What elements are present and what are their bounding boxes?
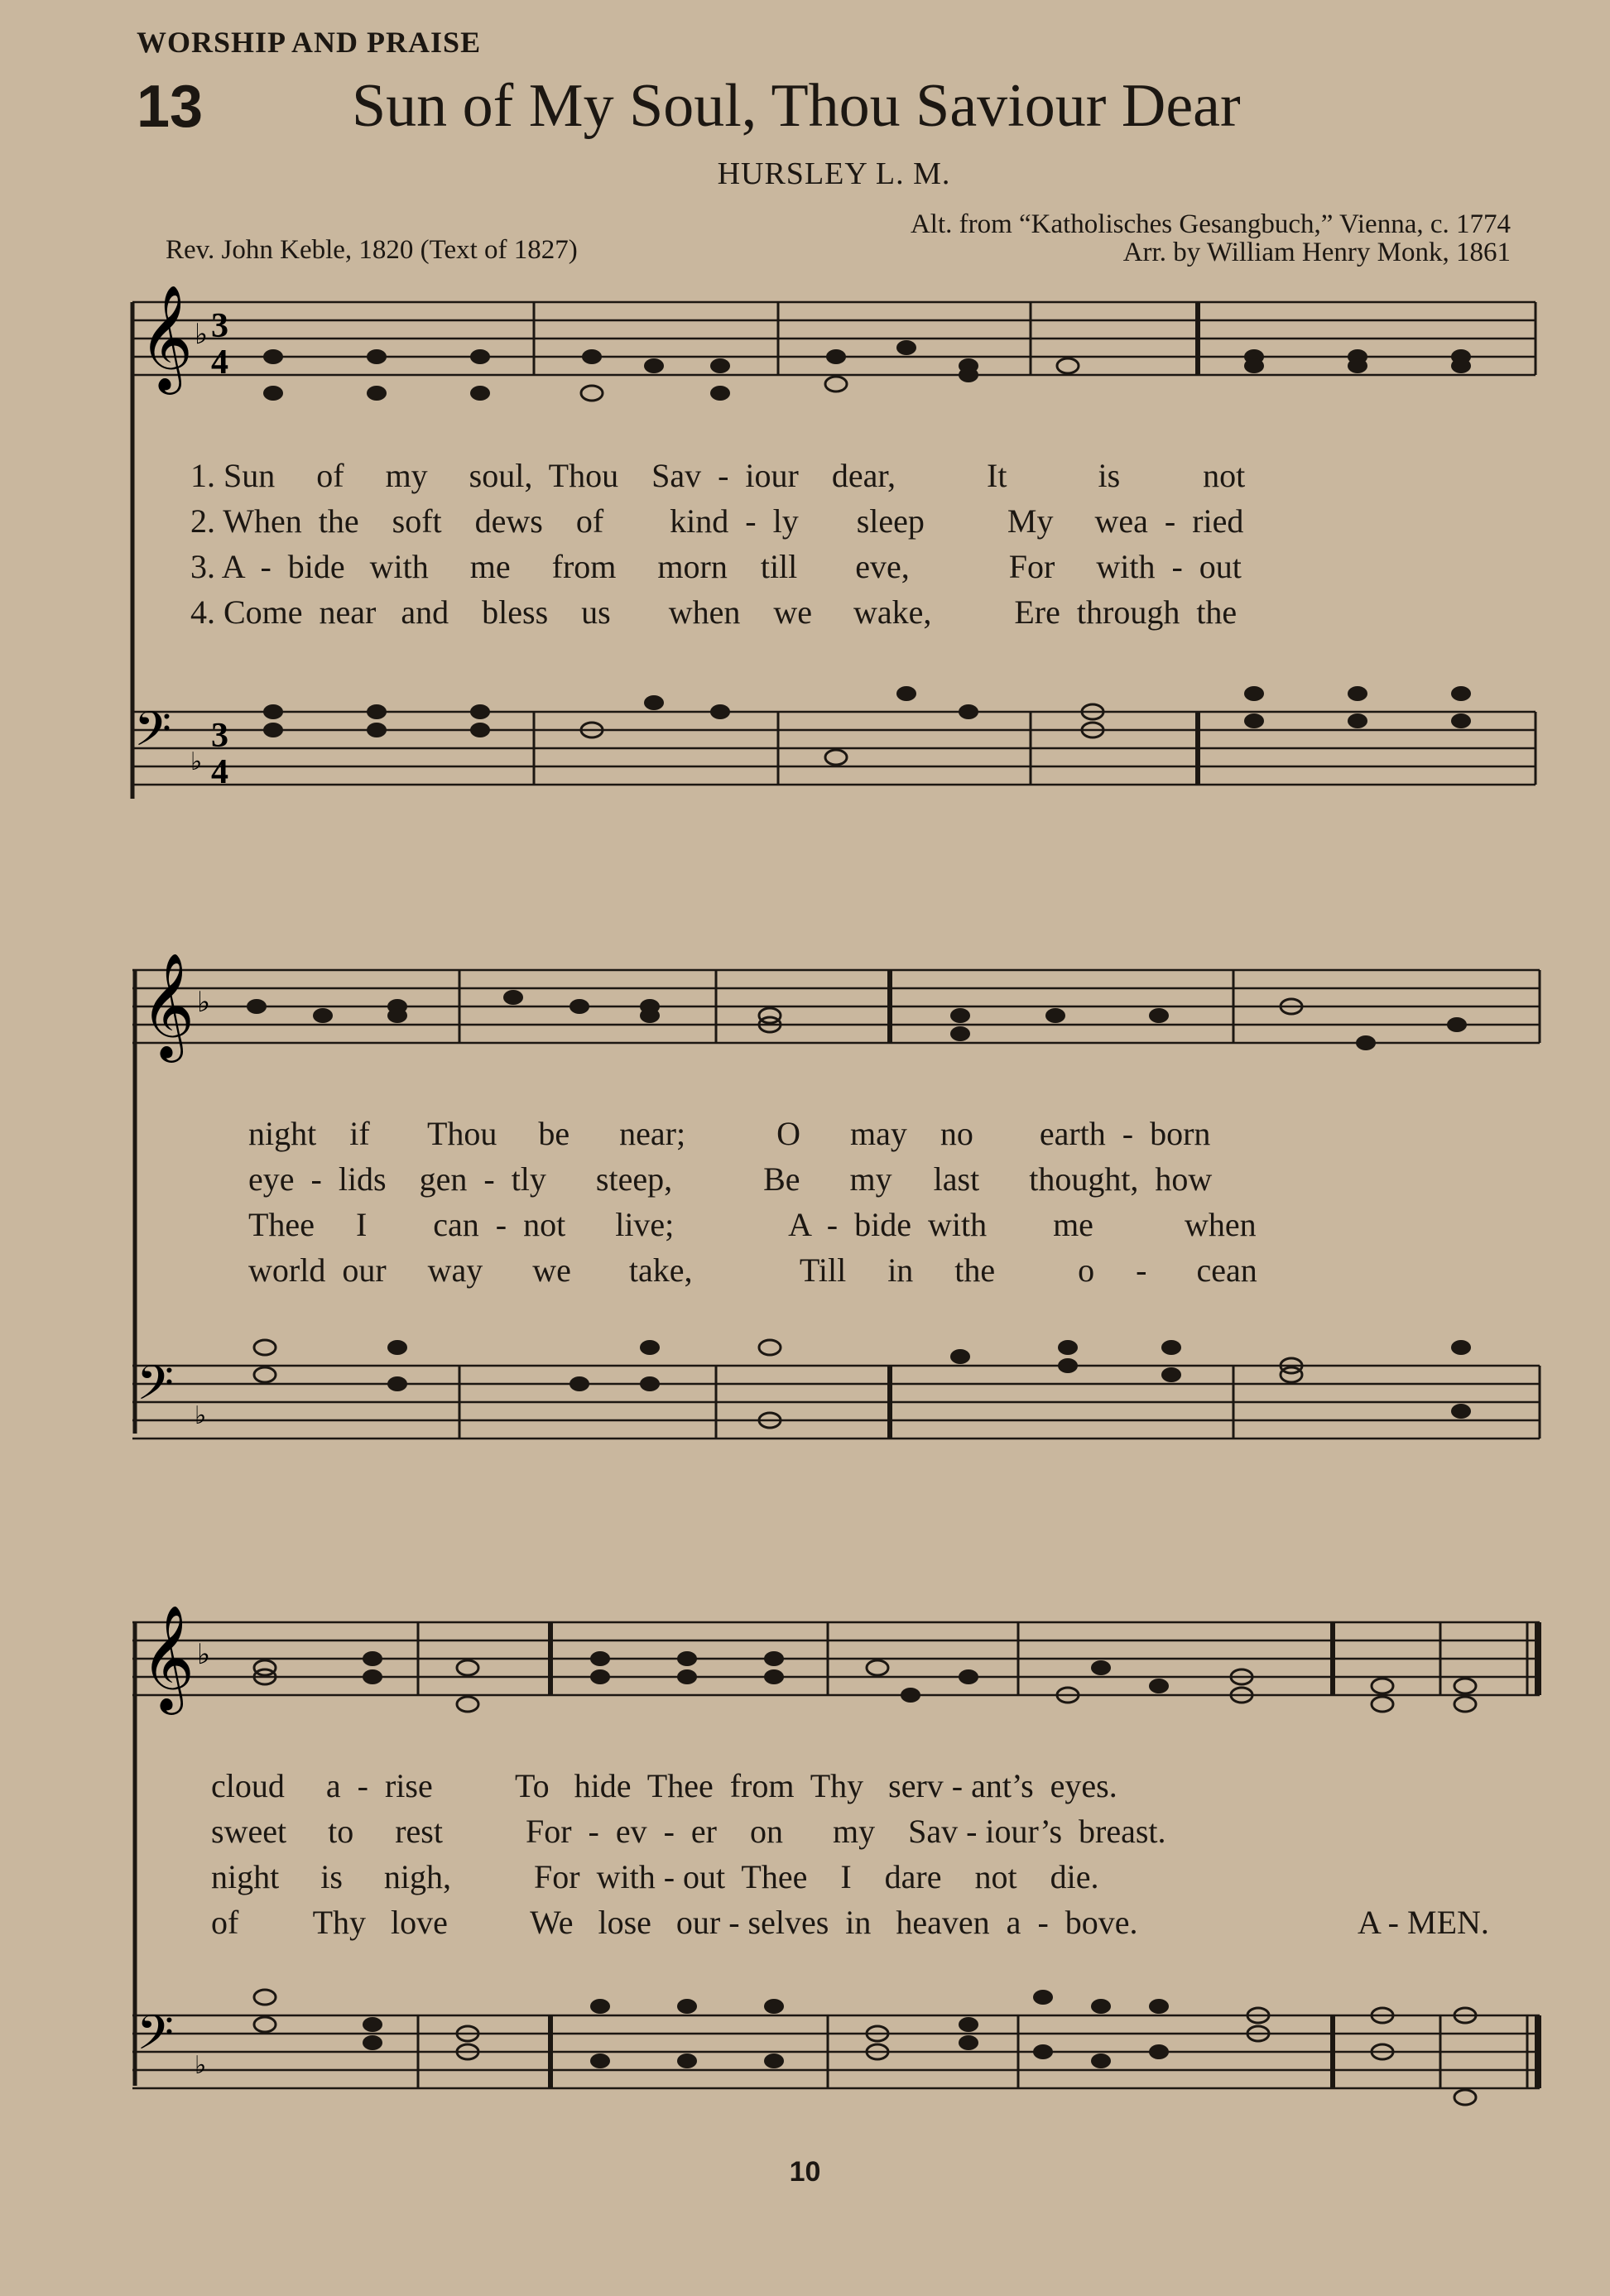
hymn-title: Sun of My Soul, Thou Saviour Dear (352, 72, 1241, 140)
notes-treble-2 (247, 990, 1467, 1050)
time-signature-bottom: 4 (211, 753, 228, 791)
hymn-number: 13 (137, 74, 204, 140)
treble-staff-system-3 (0, 1604, 1610, 1722)
flat-key-signature: ♭ (190, 747, 203, 776)
treble-staff-system-1 (0, 284, 1610, 401)
notes-bass-3 (363, 1990, 1169, 2068)
flat-key-signature: ♭ (197, 1638, 211, 1671)
verse-3-line: 3. A - bide with me from morn till eve, For with - out (190, 548, 1242, 585)
staff-lines (132, 712, 1536, 785)
verse-1-line: night if Thou be near; O may no earth - born (248, 1115, 1211, 1152)
lyrics-system-3 (211, 1763, 1552, 1945)
treble-clef: 𝄞 (141, 952, 195, 1058)
time-signature-top: 3 (211, 717, 228, 755)
lyrics-system-2 (248, 1111, 1589, 1293)
lyrics-system-1 (190, 453, 1531, 635)
staff-lines (132, 1622, 1540, 1695)
verse-3-line: night is nigh, For with - out Thee I dare not die. (211, 1858, 1099, 1895)
verse-4-line: 4. Come near and bless us when we wake, Ere through the (190, 593, 1238, 631)
verse-2-line: 2. When the soft dews of kind - ly sleep My wea - ried (190, 502, 1244, 540)
notes-bass-2 (387, 1340, 1471, 1419)
verse-4-line: of Thy love We lose our - selves in heaven a - bove. (211, 1904, 1138, 1941)
treble-staff-system-2 (0, 952, 1610, 1069)
bass-clef: 𝄢 (134, 701, 172, 769)
verse-1-line: 1. Sun of my soul, Thou Sav - iour dear, It is not (190, 457, 1246, 494)
staff-lines (132, 2015, 1540, 2088)
verse-3-line: Thee I can - not live; A - bide with me when (248, 1206, 1257, 1243)
bass-clef: 𝄢 (137, 1355, 175, 1423)
music-credits (911, 210, 1511, 267)
bass-staff-system-1 (0, 701, 1610, 811)
treble-clef: 𝄞 (139, 284, 194, 390)
amen-text: A - MEN. (1358, 1904, 1489, 1941)
time-signature-bottom: 4 (211, 343, 228, 382)
notes-treble-1 (263, 340, 1471, 401)
tune-name: HURSLEY L. M. (717, 156, 951, 191)
time-signature-top: 3 (211, 307, 228, 345)
bass-staff-system-3 (0, 2005, 1610, 2115)
verse-2-line: sweet to rest For - ev - er on my Sav - iour’s breast. (211, 1813, 1166, 1850)
half-notes-treble-3 (254, 1660, 1476, 1712)
bass-clef: 𝄢 (137, 2005, 175, 2073)
flat-key-signature: ♭ (195, 1401, 207, 1430)
author-credit: Rev. John Keble, 1820 (Text of 1827) (166, 235, 578, 265)
verse-4-line: world our way we take, Till in the o - cean (248, 1251, 1257, 1289)
treble-clef: 𝄞 (141, 1604, 195, 1710)
staff-lines (132, 970, 1540, 1043)
section-title: WORSHIP AND PRAISE (137, 26, 482, 59)
half-notes-treble-2 (759, 999, 1302, 1032)
flat-key-signature: ♭ (197, 986, 211, 1019)
bass-staff-system-2 (0, 1355, 1610, 1465)
flat-key-signature: ♭ (195, 318, 209, 351)
half-notes-bass-1 (581, 704, 1103, 765)
arranger-credit: Arr. by William Henry Monk, 1861 (1122, 238, 1511, 267)
page-number: 10 (789, 2156, 821, 2188)
verse-2-line: eye - lids gen - tly steep, Be my last thought, how (248, 1160, 1213, 1198)
source-credit: Alt. from “Katholisches Gesangbuch,” Vienna, c. 1774 (910, 209, 1511, 239)
flat-key-signature: ♭ (195, 2051, 207, 2080)
verse-1-line: cloud a - rise To hide Thee from Thy serv - ant’s eyes. (211, 1767, 1117, 1804)
staff-lines (132, 1366, 1540, 1439)
